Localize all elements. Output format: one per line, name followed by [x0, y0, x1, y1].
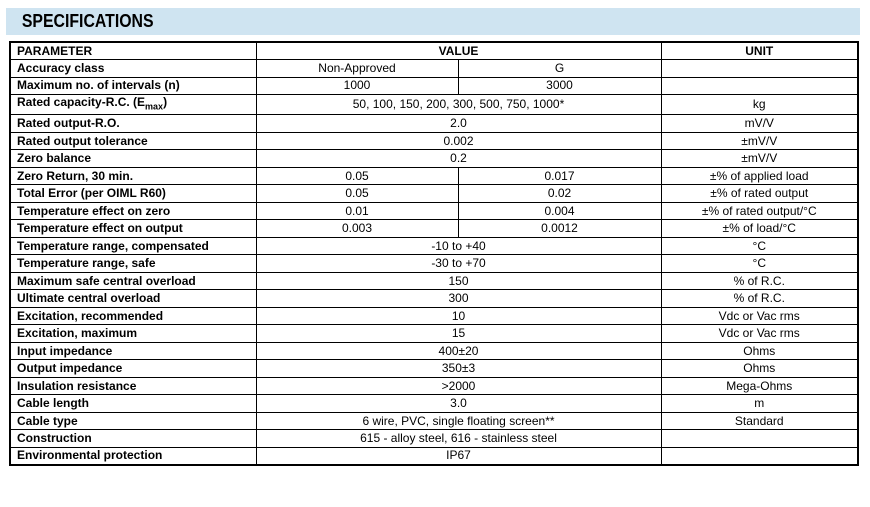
table-row [10, 95, 858, 115]
value-cell: 300 [256, 290, 661, 308]
table-row [10, 447, 858, 465]
param-cell: Zero balance [10, 150, 256, 168]
unit-cell: Standard [661, 412, 858, 430]
unit-cell: ±% of applied load [661, 167, 858, 185]
table-row [10, 115, 858, 133]
table-row [10, 185, 858, 203]
table-row [10, 237, 858, 255]
table-row [10, 430, 858, 448]
param-cell: Excitation, maximum [10, 325, 256, 343]
unit-cell: ±% of load/°C [661, 220, 858, 238]
unit-cell: Ohms [661, 360, 858, 378]
value-cell: 0.05 [256, 185, 458, 203]
unit-cell: ±% of rated output/°C [661, 202, 858, 220]
value-cell: 15 [256, 325, 661, 343]
param-cell: Zero Return, 30 min. [10, 167, 256, 185]
table-row [10, 307, 858, 325]
unit-cell [661, 430, 858, 448]
value-cell: 0.003 [256, 220, 458, 238]
unit-cell [661, 77, 858, 95]
value-cell: G [458, 60, 661, 78]
value-cell: >2000 [256, 377, 661, 395]
value-cell: 0.05 [256, 167, 458, 185]
table-row [10, 77, 858, 95]
param-cell: Temperature range, safe [10, 255, 256, 273]
param-cell: Temperature effect on output [10, 220, 256, 238]
param-cell: Maximum safe central overload [10, 272, 256, 290]
unit-cell: ±mV/V [661, 132, 858, 150]
param-cell: Cable length [10, 395, 256, 413]
unit-cell: °C [661, 237, 858, 255]
title-band [6, 8, 860, 35]
value-cell: 6 wire, PVC, single floating screen** [256, 412, 661, 430]
header-unit: UNIT [661, 42, 858, 60]
unit-cell: ±mV/V [661, 150, 858, 168]
value-cell: 0.01 [256, 202, 458, 220]
param-cell: Maximum no. of intervals (n) [10, 77, 256, 95]
param-cell: Insulation resistance [10, 377, 256, 395]
table-row [10, 290, 858, 308]
specifications-table [9, 41, 859, 466]
header-value: VALUE [256, 42, 661, 60]
value-cell: 0.0012 [458, 220, 661, 238]
value-cell: 3.0 [256, 395, 661, 413]
value-cell: Non-Approved [256, 60, 458, 78]
param-cell: Construction [10, 430, 256, 448]
value-cell: 615 - alloy steel, 616 - stainless steel [256, 430, 661, 448]
param-cell: Rated capacity-R.C. $(E_{max})$ [10, 95, 256, 115]
unit-cell [661, 60, 858, 78]
header-parameter: PARAMETER [10, 42, 256, 60]
unit-cell [661, 447, 858, 465]
value-cell: 0.002 [256, 132, 661, 150]
unit-cell: % of R.C. [661, 290, 858, 308]
unit-cell: m [661, 395, 858, 413]
param-cell: Environmental protection [10, 447, 256, 465]
value-cell: 400±20 [256, 342, 661, 360]
value-cell: 2.0 [256, 115, 661, 133]
value-cell: 350±3 [256, 360, 661, 378]
table-header-row [10, 42, 858, 60]
unit-cell: Vdc or Vac rms [661, 307, 858, 325]
table-row [10, 272, 858, 290]
table-row [10, 325, 858, 343]
subscript: max [145, 101, 164, 112]
unit-cell: Mega-Ohms [661, 377, 858, 395]
unit-cell: ±% of rated output [661, 185, 858, 203]
page-title: SPECIFICATIONS [21, 11, 154, 31]
value-cell: 150 [256, 272, 661, 290]
unit-cell: % of R.C. [661, 272, 858, 290]
value-cell: 50, 100, 150, 200, 300, 500, 750, 1000* [256, 95, 661, 115]
table-row [10, 60, 858, 78]
value-cell: 10 [256, 307, 661, 325]
param-cell: Total Error (per OIML R60) [10, 185, 256, 203]
table-row [10, 342, 858, 360]
param-cell: Input impedance [10, 342, 256, 360]
table-row [10, 202, 858, 220]
value-cell: 0.017 [458, 167, 661, 185]
param-cell: Excitation, recommended [10, 307, 256, 325]
table-row [10, 132, 858, 150]
value-cell: -30 to +70 [256, 255, 661, 273]
param-cell: Rated output-R.O. [10, 115, 256, 133]
value-cell: 3000 [458, 77, 661, 95]
value-cell: 0.02 [458, 185, 661, 203]
param-cell: Accuracy class [10, 60, 256, 78]
table-row [10, 167, 858, 185]
value-cell: 0.2 [256, 150, 661, 168]
param-cell: Ultimate central overload [10, 290, 256, 308]
value-cell: IP67 [256, 447, 661, 465]
table-row [10, 395, 858, 413]
param-cell: Rated output tolerance [10, 132, 256, 150]
value-cell: 1000 [256, 77, 458, 95]
param-cell: Output impedance [10, 360, 256, 378]
unit-cell: kg [661, 95, 858, 115]
param-cell: Temperature effect on zero [10, 202, 256, 220]
param-cell: Temperature range, compensated [10, 237, 256, 255]
unit-cell: Ohms [661, 342, 858, 360]
unit-cell: Vdc or Vac rms [661, 325, 858, 343]
value-cell: -10 to +40 [256, 237, 661, 255]
param-cell: Cable type [10, 412, 256, 430]
unit-cell: °C [661, 255, 858, 273]
value-cell: 0.004 [458, 202, 661, 220]
table-row [10, 360, 858, 378]
table-row [10, 150, 858, 168]
unit-cell: mV/V [661, 115, 858, 133]
table-row [10, 255, 858, 273]
table-row [10, 220, 858, 238]
table-row [10, 412, 858, 430]
table-row [10, 377, 858, 395]
